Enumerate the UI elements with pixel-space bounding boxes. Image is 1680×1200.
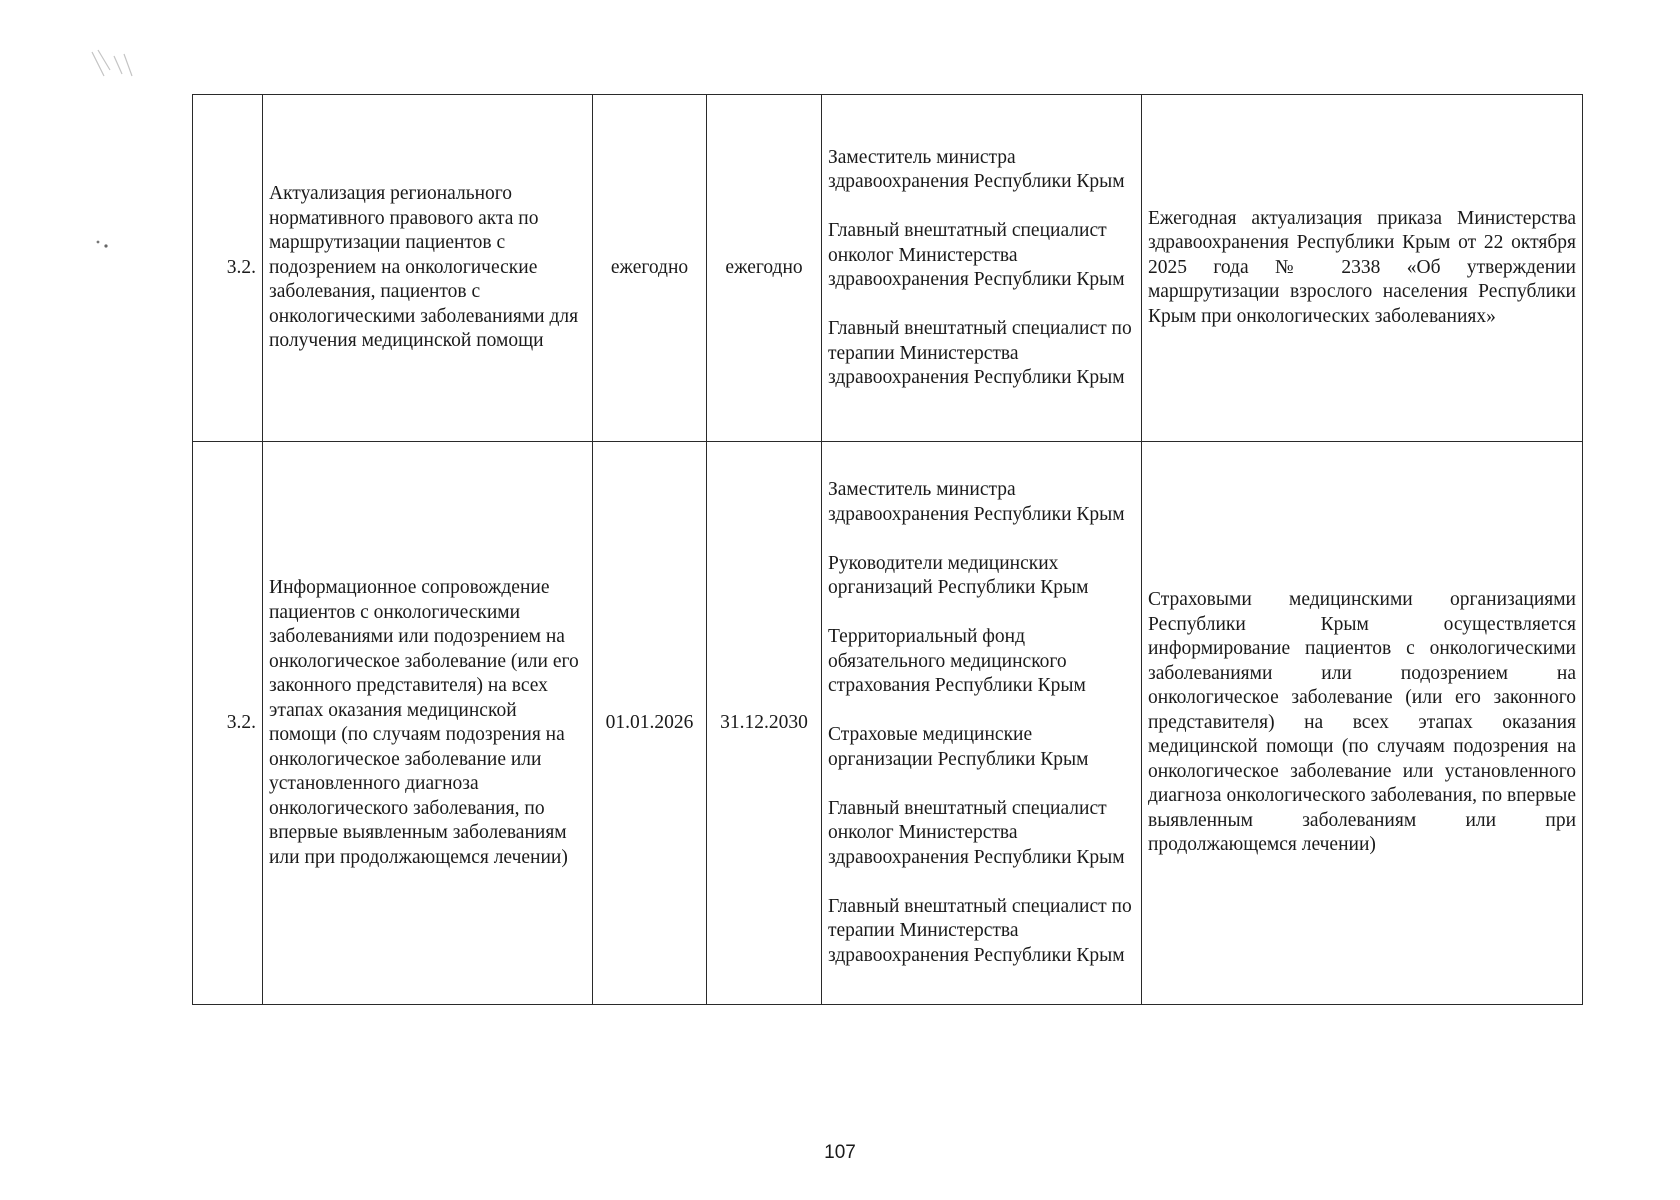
executor-entry: Страховые медицинские организации Республики Крым bbox=[828, 724, 1089, 770]
page-number: 107 bbox=[824, 1142, 856, 1163]
executors-cell bbox=[822, 95, 1142, 442]
end-date-cell: ежегодно bbox=[707, 95, 822, 442]
action-cell: Актуализация регионального нормативного правового акта по маршрутизации пациентов с подозрением на онкологические заболевания, пациентов с онкологическими заболеваниями для получения медицинской помощи bbox=[263, 95, 593, 442]
executor-entry: Главный внештатный специалист онколог Министерства здравоохранения Республики Крым bbox=[828, 220, 1125, 290]
result-text: Ежегодная актуализация приказа Министерства здравоохранения Республики Крым от 22 октября 2025 года № 2338 «Об утверждении маршрутизации взрослого населения Республики Крым при онкологических заболеваниях» bbox=[1148, 207, 1576, 327]
result-text: Страховыми медицинскими организациями Республики Крым осуществляется информирование пациентов с онкологическими заболеваниями или подозрением на онкологическое заболевание (или его законного представителя) на всех этапах оказания медицинской помощи (по случаям подозрения на онкологическое заболевание или установленного диагноза онкологического заболевания, по впервые выявленным заболеваниям или при продолжающемся лечении) bbox=[1148, 589, 1576, 856]
start-date-cell: 01.01.2026 bbox=[593, 442, 707, 1005]
executor-entry: Руководители медицинских организаций Республики Крым bbox=[828, 552, 1089, 598]
row-number-cell: 3.2. bbox=[193, 95, 263, 442]
result-cell bbox=[1142, 442, 1583, 1005]
executor-entry: Заместитель министра здравоохранения Республики Крым bbox=[828, 479, 1125, 525]
executor-entry: Заместитель министра здравоохранения Республики Крым bbox=[828, 146, 1125, 192]
table-row bbox=[193, 95, 1583, 442]
scan-artifact-mark bbox=[88, 46, 140, 86]
end-date-cell: 31.12.2030 bbox=[707, 442, 822, 1005]
executors-cell bbox=[822, 442, 1142, 1005]
row-number-cell: 3.2. bbox=[193, 442, 263, 1005]
executor-entry: Главный внештатный специалист по терапии Министерства здравоохранения Республики Крым bbox=[828, 318, 1132, 388]
table-row bbox=[193, 442, 1583, 1005]
executor-entry: Территориальный фонд обязательного медицинского страхования Республики Крым bbox=[828, 626, 1086, 696]
scan-dust-marks bbox=[92, 236, 122, 266]
start-date-cell: ежегодно bbox=[593, 95, 707, 442]
executor-entry: Главный внештатный специалист онколог Министерства здравоохранения Республики Крым bbox=[828, 797, 1125, 868]
executor-entry: Главный внештатный специалист по терапии Министерства здравоохранения Республики Крым bbox=[828, 895, 1132, 966]
action-plan-table bbox=[192, 94, 1583, 1005]
action-cell: Информационное сопровождение пациентов с онкологическими заболеваниями или подозрением на онкологическое заболевание (или его законного представителя) на всех этапах оказания медицинской помощи (по случаям подозрения на онкологическое заболевание или установленного диагноза онкологического заболевания, по впервые выявленным заболеваниям или при продолжающемся лечении) bbox=[263, 442, 593, 1005]
result-cell bbox=[1142, 95, 1583, 442]
